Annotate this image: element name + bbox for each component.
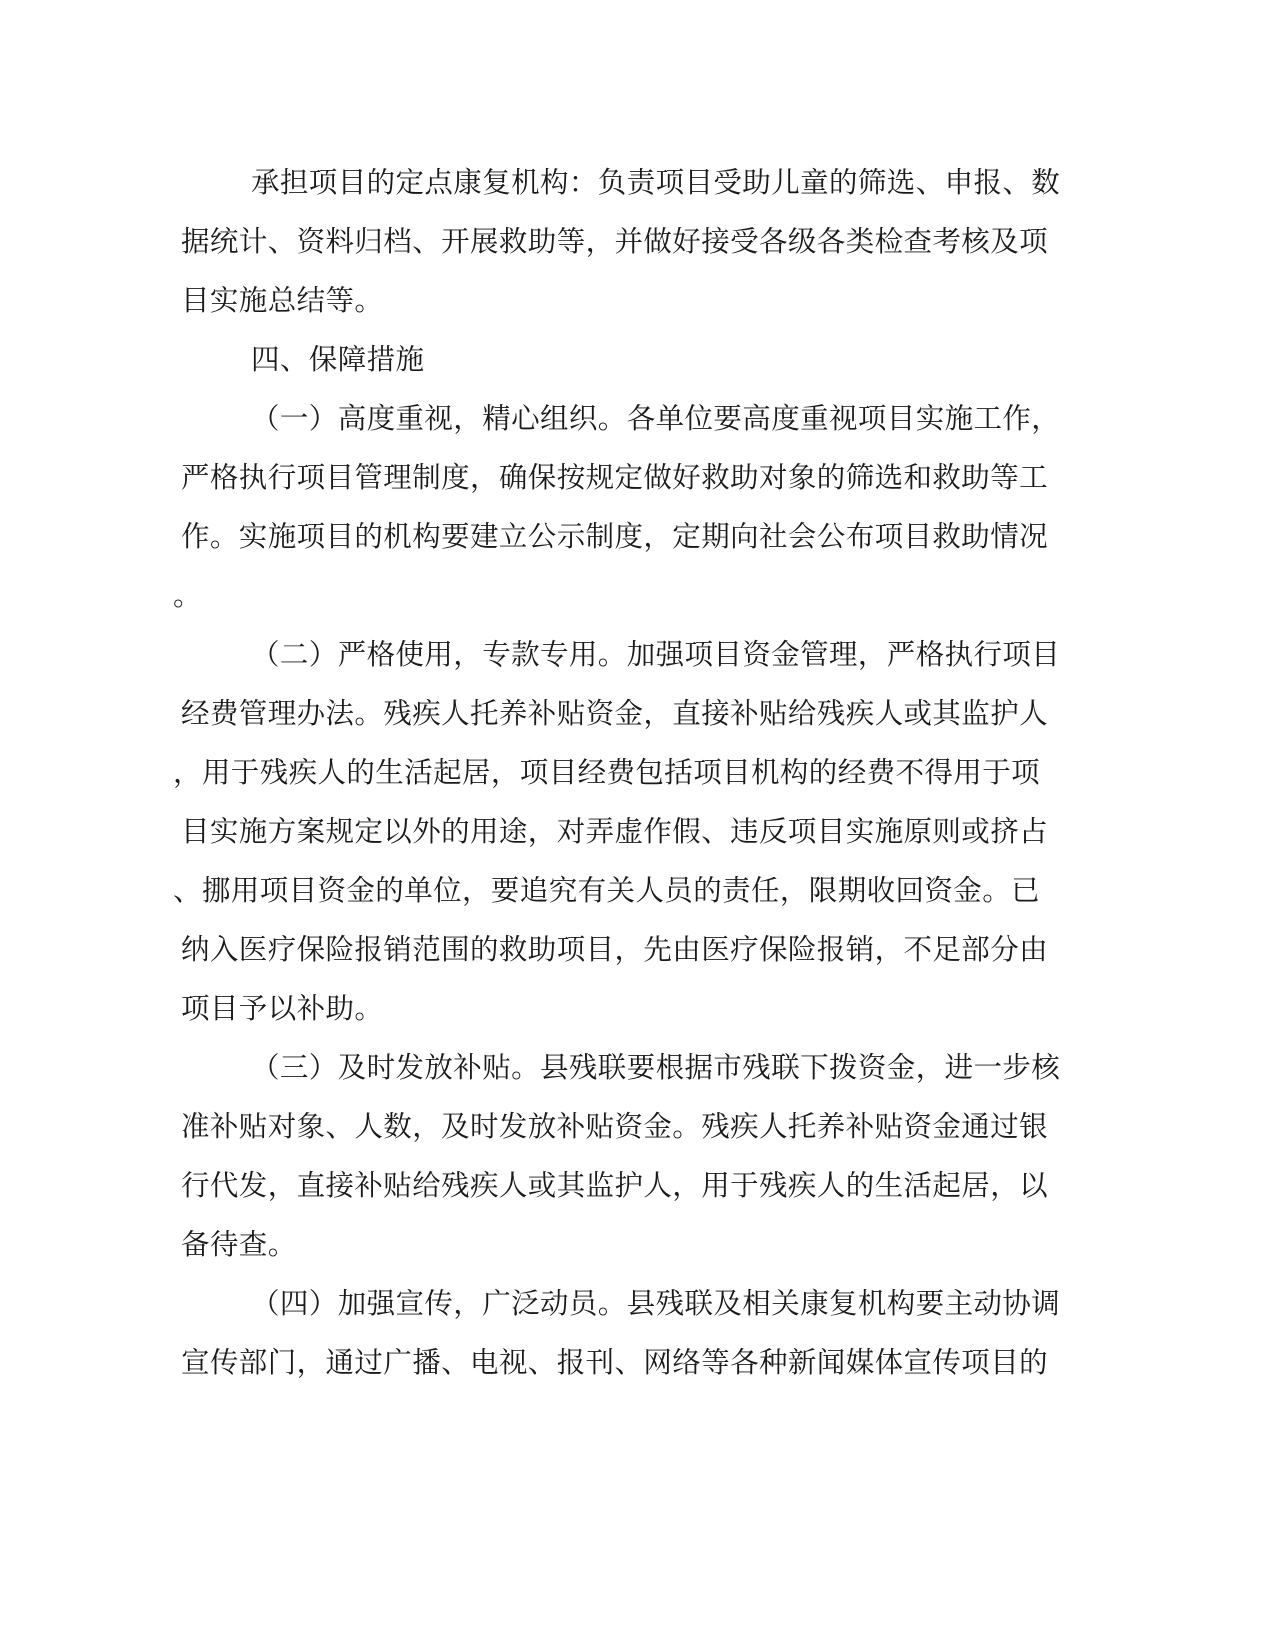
paragraph-line: （四）加强宣传，广泛动员。县残联及相关康复机构要主动协调 xyxy=(251,1287,1061,1320)
paragraph-line: 、挪用项目资金的单位，要追究有关人员的责任，限期收回资金。已 xyxy=(173,874,1041,907)
paragraph-line: 作。实施项目的机构要建立公示制度，定期向社会公布项目救助情况 xyxy=(181,520,1049,553)
paragraph-line: 据统计、资料归档、开展救助等，并做好接受各级各类检查考核及项 xyxy=(181,225,1049,258)
paragraph-line: 项目予以补助。 xyxy=(181,992,384,1025)
paragraph-line: 准补贴对象、人数，及时发放补贴资金。残疾人托养补贴资金通过银 xyxy=(181,1110,1049,1143)
paragraph-line: 宣传部门，通过广播、电视、报刊、网络等各种新闻媒体宣传项目的 xyxy=(181,1346,1049,1379)
paragraph-line: （一）高度重视，精心组织。各单位要高度重视项目实施工作， xyxy=(251,402,1061,435)
paragraph-line: 行代发，直接补贴给残疾人或其监护人，用于残疾人的生活起居，以 xyxy=(181,1169,1049,1202)
paragraph-line: ，用于残疾人的生活起居，项目经费包括项目机构的经费不得用于项 xyxy=(173,756,1041,789)
paragraph-line: （三）及时发放补贴。县残联要根据市残联下拨资金，进一步核 xyxy=(251,1051,1061,1084)
paragraph-line: 目实施方案规定以外的用途，对弄虚作假、违反项目实施原则或挤占 xyxy=(181,815,1049,848)
paragraph-line: 。 xyxy=(173,579,202,612)
paragraph-line: 严格执行项目管理制度，确保按规定做好救助对象的筛选和救助等工 xyxy=(181,461,1049,494)
paragraph-line: 纳入医疗保险报销范围的救助项目，先由医疗保险报销，不足部分由 xyxy=(181,933,1049,966)
paragraph-line: （二）严格使用，专款专用。加强项目资金管理，严格执行项目 xyxy=(251,638,1061,671)
paragraph-line: 备待查。 xyxy=(181,1228,297,1261)
paragraph-line: 经费管理办法。残疾人托养补贴资金，直接补贴给残疾人或其监护人 xyxy=(181,697,1049,730)
paragraph-line: 承担项目的定点康复机构：负责项目受助儿童的筛选、申报、数 xyxy=(251,166,1061,199)
section-heading: 四、保障措施 xyxy=(251,343,425,376)
paragraph-line: 目实施总结等。 xyxy=(181,284,384,317)
